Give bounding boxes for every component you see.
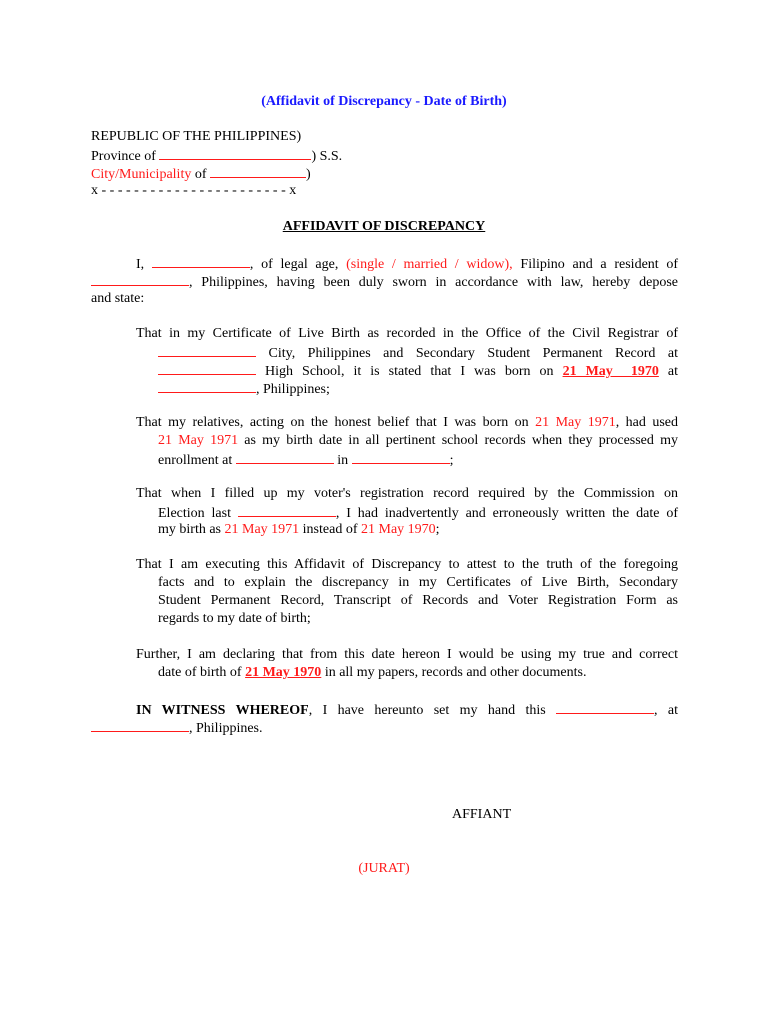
p4-text-l2a: Election last: [158, 506, 231, 521]
true-birth-date: 21 May 1970: [562, 364, 659, 379]
affiant-label: AFFIANT: [452, 807, 512, 822]
city-blank[interactable]: [210, 164, 306, 178]
document-title: (Affidavit of Discrepancy - Date of Birth): [261, 94, 507, 109]
p2-line1: That in my Certificate of Live Birth as recorded in the Office of the Civil Registrar of: [136, 326, 678, 341]
p3-text-l3c: ;: [449, 453, 454, 468]
p6-text-l2b: in all my papers, records and other documents.: [324, 665, 587, 680]
header-city: [91, 164, 311, 184]
p7-line2: [91, 718, 263, 738]
province-blank[interactable]: [159, 146, 311, 160]
city-of: of: [194, 167, 207, 182]
p3-text-l1b: , had used: [615, 415, 678, 430]
birthplace-blank[interactable]: [158, 379, 256, 393]
election-blank[interactable]: [238, 503, 336, 517]
city-registrar-blank[interactable]: [158, 343, 256, 357]
header-republic: REPUBLIC OF THE PHILIPPINES): [91, 129, 302, 144]
p2-line2: [158, 343, 678, 363]
p1-text-a: I,: [136, 257, 145, 272]
p7-line1: [136, 700, 678, 720]
signing-date-blank[interactable]: [556, 700, 654, 714]
correct-date-plain: 21 May 1970: [361, 522, 436, 537]
p7-text-c: , Philippines.: [189, 721, 263, 736]
p7-text-a: , I have hereunto set my hand this: [308, 703, 546, 718]
jurat-label: (JURAT): [358, 861, 410, 876]
residence-blank[interactable]: [91, 272, 189, 286]
p1-line3: and state:: [91, 291, 145, 306]
p6-line1: Further, I am declaring that from this date hereon I would be using my true and correct: [136, 647, 678, 662]
p3-text-l1a: That my relatives, acting on the honest belief that I was born on: [136, 415, 529, 430]
p7-text-b: , at: [654, 703, 678, 718]
p4-text-l3b: instead of: [302, 522, 358, 537]
name-blank[interactable]: [152, 254, 250, 268]
p1-text-b: , of legal age,: [249, 257, 339, 272]
p4-line2: [158, 503, 678, 523]
p5-line2: facts and to explain the discrepancy in my Certificates of Live Birth, Secondary: [158, 575, 678, 590]
p4-line3: [158, 521, 440, 539]
p4-text-l3c: ;: [435, 522, 440, 537]
p2-text-l3a: High School, it is stated that I was born on: [265, 364, 554, 379]
p3-text-l3a: enrollment at: [158, 453, 233, 468]
civil-status: (single / married / widow),: [346, 257, 513, 272]
wrong-date-1: 21 May 1971: [535, 415, 616, 430]
wrong-date-3: 21 May 1971: [224, 522, 300, 537]
enrollment-school-blank[interactable]: [236, 450, 334, 464]
p4-line1: That when I filled up my voter's registration record required by the Commission on: [136, 486, 678, 501]
p5-line4: regards to my date of birth;: [158, 611, 311, 626]
p4-text-l3a: my birth as: [158, 522, 221, 537]
city-label: City/Municipality: [91, 167, 192, 182]
p4-text-l2b: , I had inadvertently and erroneously written the date of: [335, 506, 678, 521]
header-province: [91, 146, 342, 166]
p5-line1: That I am executing this Affidavit of Discrepancy to attest to the truth of the foregoing: [136, 557, 678, 572]
high-school-blank[interactable]: [158, 361, 256, 375]
p2-line3: [158, 361, 678, 381]
province-suffix: ) S.S.: [311, 149, 343, 164]
p2-text-l4: , Philippines;: [256, 382, 330, 397]
p3-text-l2: as my birth date in all pertinent school records when they processed my: [244, 433, 678, 448]
p1-line1: [136, 254, 678, 274]
p6-line2: [158, 664, 586, 682]
p1-line2: [91, 272, 678, 292]
p3-text-l3b: in: [337, 453, 349, 468]
p1-text-c: Filipino and a resident of: [520, 257, 679, 272]
p3-line2: [158, 432, 678, 450]
header-separator: x - - - - - - - - - - - - - - - - - - - - - - - x: [91, 183, 297, 198]
declared-birth-date: 21 May 1970: [245, 665, 322, 680]
province-label: Province of: [91, 149, 156, 164]
p3-line3: [158, 450, 454, 470]
p1-text-d: , Philippines, having been duly sworn in accordance with law, hereby depose: [189, 275, 678, 290]
witness-whereof: IN WITNESS WHEREOF: [136, 703, 309, 718]
signing-place-blank[interactable]: [91, 718, 189, 732]
p2-line4: [158, 379, 330, 399]
wrong-date-2: 21 May 1971: [158, 433, 239, 448]
p6-text-l2a: date of birth of: [158, 665, 242, 680]
p3-line1: [136, 414, 678, 432]
p2-text-l3b: at: [667, 364, 678, 379]
p2-text-l2: City, Philippines and Secondary Student Permanent Record at: [268, 346, 679, 361]
affidavit-heading: AFFIDAVIT OF DISCREPANCY: [282, 219, 486, 234]
city-suffix: ): [306, 167, 311, 182]
p5-line3: Student Permanent Record, Transcript of Records and Voter Registration Form as: [158, 593, 678, 608]
enrollment-place-blank[interactable]: [352, 450, 450, 464]
